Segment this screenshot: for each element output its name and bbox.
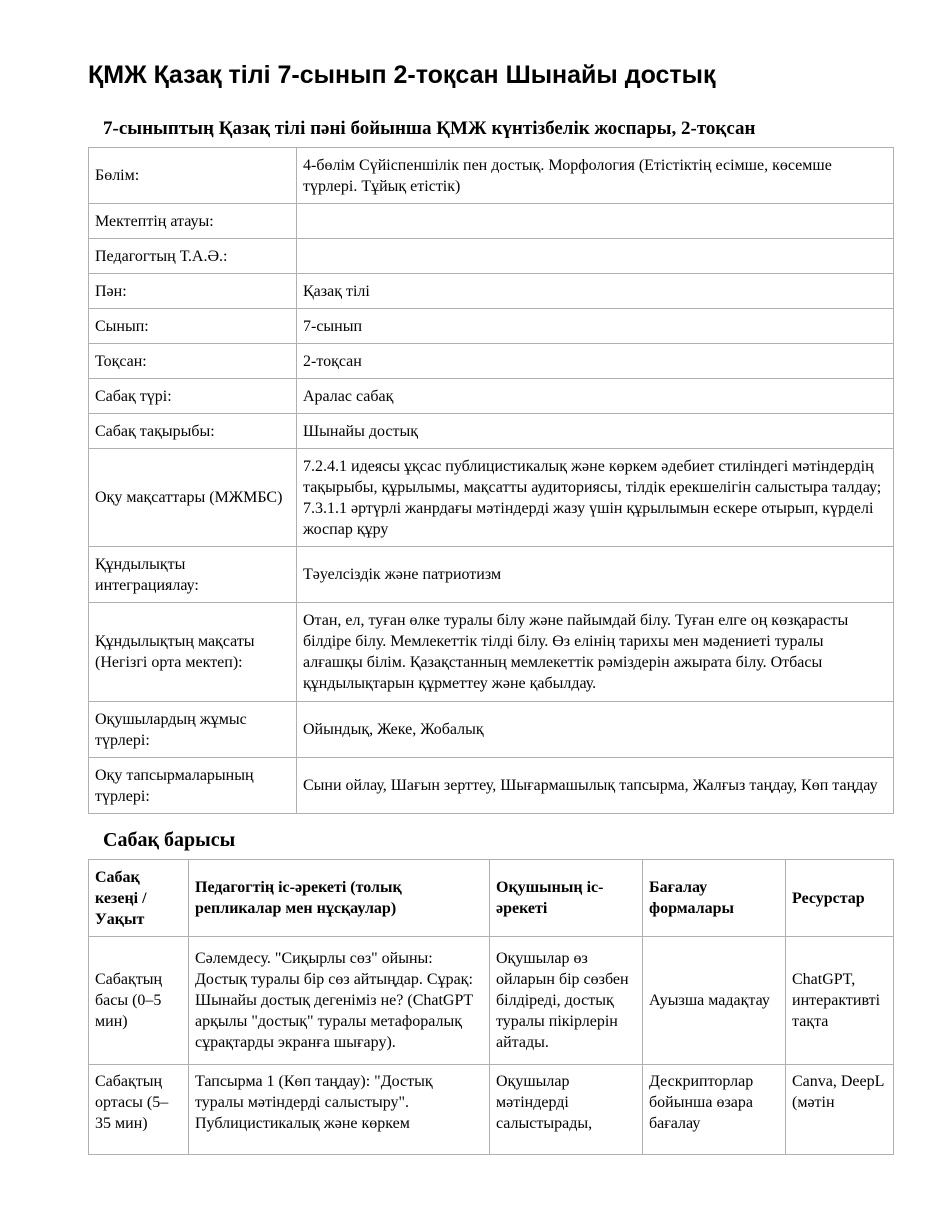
info-row	[89, 148, 894, 204]
student-activity-cell: Оқушылар мәтіндерді салыстырады,	[490, 1065, 643, 1155]
info-label: Тоқсан:	[89, 344, 297, 379]
info-label: Сабақ түрі:	[89, 379, 297, 414]
info-value: Аралас сабақ	[297, 379, 894, 414]
teacher-activity-cell: Сәлемдесу. "Сиқырлы сөз" ойыны: Достық туралы бір сөз айтыңдар. Сұрақ: Шынайы достық дегеніміз не? (ChatGPT арқылы "достық" туралы метафоралық сұрақтарды экранға шығару).	[189, 937, 490, 1065]
info-value: Ойындық, Жеке, Жобалық	[297, 702, 894, 758]
info-label: Сабақ тақырыбы:	[89, 414, 297, 449]
info-row	[89, 547, 894, 603]
header-assessment: Бағалау формалары	[643, 860, 786, 937]
info-row	[89, 414, 894, 449]
info-row	[89, 204, 894, 239]
info-value: Отан, ел, туған өлке туралы білу және пайымдай білу. Туған елге оң көзқарасты білдіре білу. Мемлекеттік тілді білу. Өз елінің тарихы мен мәдениеті туралы алғашқы білім. Қазақстанның мемлекеттік рәміздерін ажырата білу. Отбасы құндылықтарын құрметтеу және қабылдау.	[297, 603, 894, 702]
header-resources: Ресурстар	[786, 860, 894, 937]
info-row	[89, 344, 894, 379]
resources-cell: ChatGPT, интерактивті тақта	[786, 937, 894, 1065]
header-teacher-activity: Педагогтің іс-әрекеті (толық репликалар мен нұсқаулар)	[189, 860, 490, 937]
info-label: Оқу мақсаттары (МЖМБС)	[89, 449, 297, 547]
info-label: Пән:	[89, 274, 297, 309]
info-row	[89, 274, 894, 309]
info-value: 2-тоқсан	[297, 344, 894, 379]
stage-cell: Сабақтың ортасы (5–35 мин)	[89, 1065, 189, 1155]
info-value: Тәуелсіздік және патриотизм	[297, 547, 894, 603]
plan-subtitle: 7-сыныптың Қазақ тілі пәні бойынша ҚМЖ күнтізбелік жоспары, 2-тоқсан	[103, 118, 756, 139]
lesson-header-row	[89, 860, 894, 937]
lesson-flow-table	[88, 859, 894, 1155]
info-label: Құндылықтың мақсаты (Негізгі орта мектеп):	[89, 603, 297, 702]
info-row	[89, 309, 894, 344]
assessment-cell: Ауызша мадақтау	[643, 937, 786, 1065]
lesson-row	[89, 1065, 894, 1155]
info-label: Құндылықты интеграциялау:	[89, 547, 297, 603]
lesson-flow-title: Сабақ барысы	[103, 829, 236, 851]
info-label: Сынып:	[89, 309, 297, 344]
info-row	[89, 379, 894, 414]
info-label: Мектептің атауы:	[89, 204, 297, 239]
info-value	[297, 204, 894, 239]
info-row	[89, 239, 894, 274]
teacher-activity-cell: Тапсырма 1 (Көп таңдау): "Достық туралы мәтіндерді салыстыру". Публицистикалық және көркем	[189, 1065, 490, 1155]
info-value: 4-бөлім Сүйіспеншілік пен достық. Морфология (Етістіктің есімше, көсемше түрлері. Тұйық етістік)	[297, 148, 894, 204]
student-activity-cell: Оқушылар өз ойларын бір сөзбен білдіреді, достық туралы пікірлерін айтады.	[490, 937, 643, 1065]
info-label: Бөлім:	[89, 148, 297, 204]
lesson-row	[89, 937, 894, 1065]
header-student-activity: Оқушының іс-әрекеті	[490, 860, 643, 937]
info-row	[89, 702, 894, 758]
info-value: Сыни ойлау, Шағын зерттеу, Шығармашылық тапсырма, Жалғыз таңдау, Көп таңдау	[297, 758, 894, 814]
stage-cell: Сабақтың басы (0–5 мин)	[89, 937, 189, 1065]
assessment-cell: Дескрипторлар бойынша өзара бағалау	[643, 1065, 786, 1155]
info-row	[89, 758, 894, 814]
info-label: Оқушылардың жұмыс түрлері:	[89, 702, 297, 758]
info-value: Қазақ тілі	[297, 274, 894, 309]
info-value: Шынайы достық	[297, 414, 894, 449]
info-row	[89, 449, 894, 547]
info-value	[297, 239, 894, 274]
resources-cell: Canva, DeepL (мәтін	[786, 1065, 894, 1155]
lesson-info-table	[88, 147, 894, 814]
info-row	[89, 603, 894, 702]
document-title: ҚМЖ Қазақ тілі 7-сынып 2-тоқсан Шынайы достық	[88, 61, 716, 89]
header-stage: Сабақ кезеңі / Уақыт	[89, 860, 189, 937]
info-value: 7.2.4.1 идеясы ұқсас публицистикалық және көркем әдебиет стиліндегі мәтіндердің тақырыбы, құрылымы, мақсатты аудиториясы, тілдік ерекшелігін салыстыра талдау; 7.3.1.1 әртүрлі жанрдағы мәтіндерді жазу үшін құрылымын ескере отырып, күрделі жоспар құру	[297, 449, 894, 547]
info-value: 7-сынып	[297, 309, 894, 344]
info-label: Оқу тапсырмаларының түрлері:	[89, 758, 297, 814]
info-label: Педагогтың Т.А.Ә.:	[89, 239, 297, 274]
